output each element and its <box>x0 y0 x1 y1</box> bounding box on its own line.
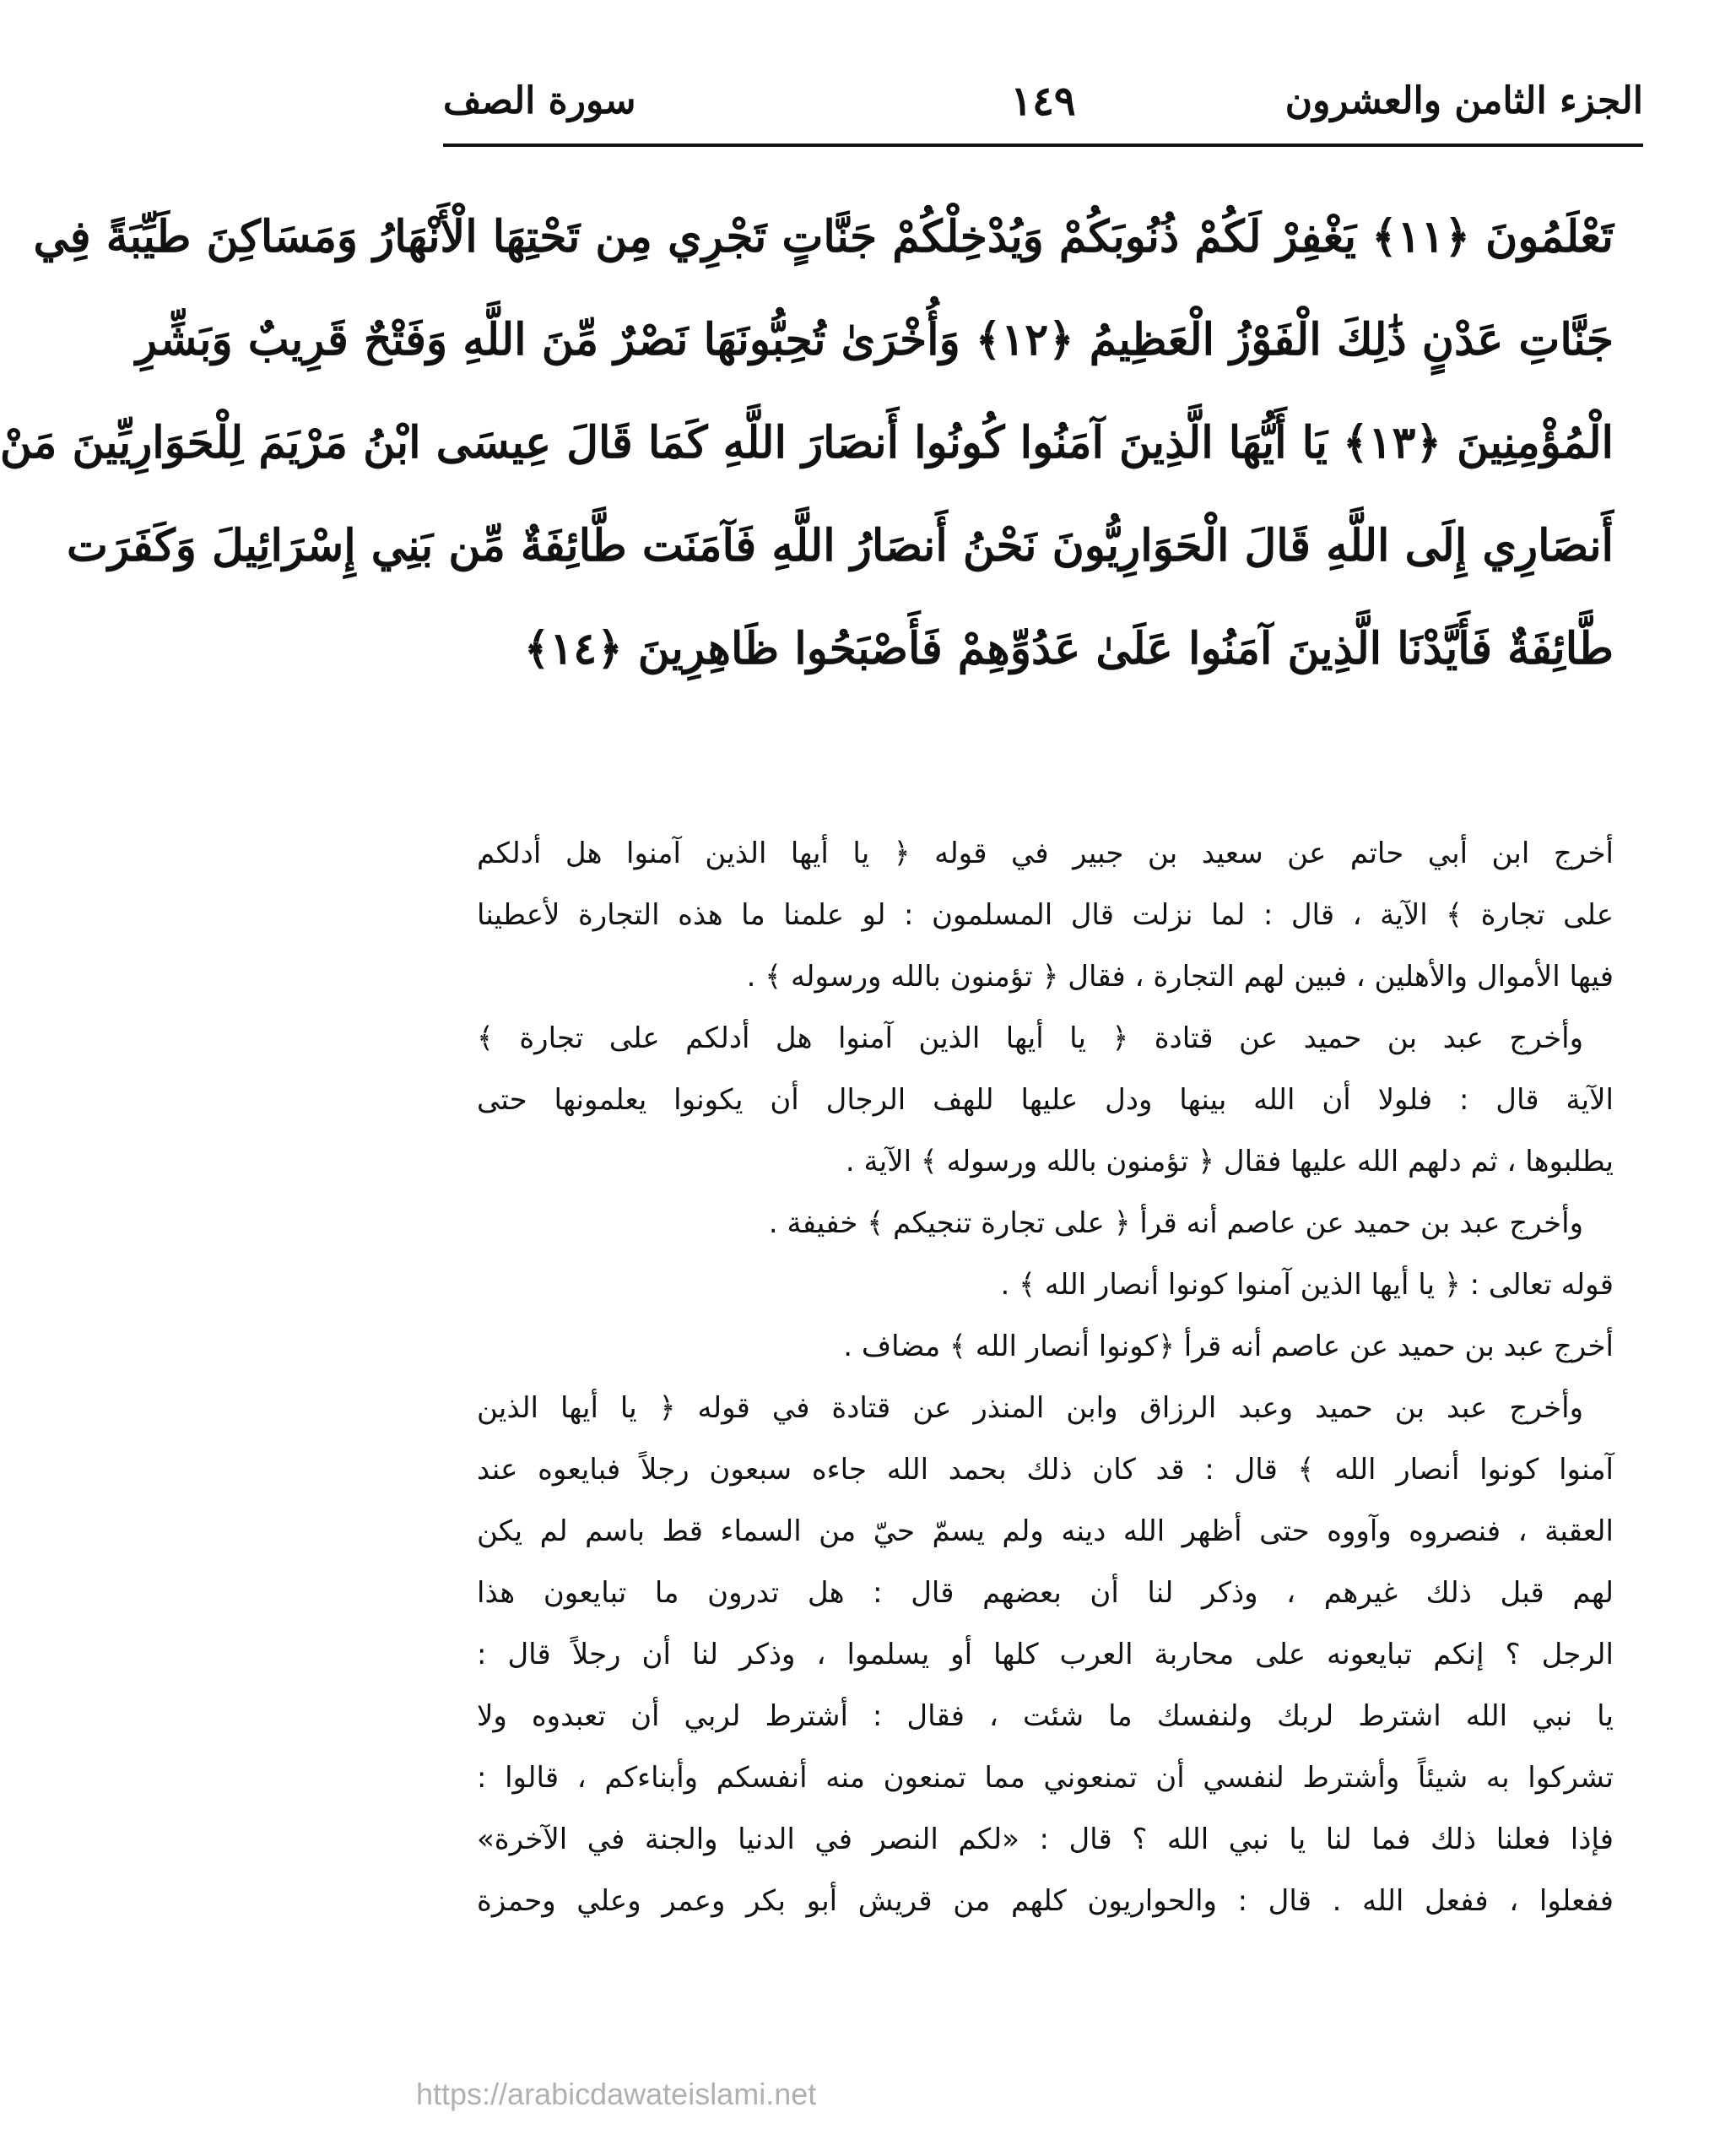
tafsir-line: على تجارة ﴾ الآية ، قال : لما نزلت قال المسلمون : لو علمنا ما هذه التجارة لأعطينا <box>477 898 1614 932</box>
tafsir-line: ففعلوا ، ففعل الله . قال : والحواريون كلهم من قريش أبو بكر وعمر وعلي وحمزة <box>477 1884 1614 1918</box>
quran-line: الْمُؤْمِنِينَ ﴿١٣﴾ يَا أَيُّهَا الَّذِينَ آمَنُوا كُونُوا أَنصَارَ اللَّهِ كَمَا قَالَ عِيسَى ابْنُ مَرْيَمَ لِلْحَوَارِيِّينَ مَنْ <box>0 417 1614 469</box>
tafsir-line: لهم قبل ذلك غيرهم ، وذكر لنا أن بعضهم قال : هل تدرون ما تبايعون هذا <box>477 1576 1614 1610</box>
juz-title: الجزء الثامن والعشرون <box>1284 79 1643 122</box>
tafsir-line: قوله تعالى : ﴿ يا أيها الذين آمنوا كونوا أنصار الله ﴾ . <box>1000 1268 1614 1302</box>
tafsir-line: وأخرج عبد بن حميد عن قتادة ﴿ يا أيها الذين آمنوا هل أدلكم على تجارة ﴾ <box>477 1021 1583 1055</box>
quran-line: طَّائِفَةٌ فَأَيَّدْنَا الَّذِينَ آمَنُوا عَلَىٰ عَدُوِّهِمْ فَأَصْبَحُوا ظَاهِرِينَ ﴿١٤﴾ <box>523 623 1614 674</box>
tafsir-text <box>477 823 1614 1932</box>
tafsir-line: يطلبوها ، ثم دلهم الله عليها فقال ﴿ تؤمنون بالله ورسوله ﴾ الآية . <box>845 1145 1614 1178</box>
tafsir-line: فإذا فعلنا ذلك فما لنا يا نبي الله ؟ قال : «لكم النصر في الدنيا والجنة في الآخرة» <box>477 1823 1614 1856</box>
tafsir-line: آمنوا كونوا أنصار الله ﴾ قال : قد كان ذلك بحمد الله جاءه سبعون رجلاً فبايعوه عند <box>477 1453 1614 1487</box>
source-watermark: https://arabicdawateislami.net <box>416 2077 817 2111</box>
tafsir-line: العقبة ، فنصروه وآووه حتى أظهر الله دينه ولم يسمّ حيّ من السماء قط باسم لم يكن <box>477 1514 1614 1548</box>
page-header <box>443 68 1643 135</box>
quran-line: أَنصَارِي إِلَى اللَّهِ قَالَ الْحَوَارِيُّونَ نَحْنُ أَنصَارُ اللَّهِ فَآمَنَت طَّائِفَةٌ مِّن بَنِي إِسْرَائِيلَ وَكَفَرَت <box>67 520 1614 571</box>
tafsir-line: الآية قال : فلولا أن الله بينها ودل عليها للهف الرجال أن يكونوا يعلمونها حتى <box>477 1083 1614 1117</box>
tafsir-line: أخرج ابن أبي حاتم عن سعيد بن جبير في قوله ﴿ يا أيها الذين آمنوا هل أدلكم <box>477 837 1614 870</box>
page-number: ١٤٩ <box>1010 78 1076 125</box>
tafsir-line: أخرج عبد بن حميد عن عاصم أنه قرأ ﴿كونوا أنصار الله ﴾ مضاف . <box>843 1330 1614 1363</box>
header-divider <box>443 144 1643 147</box>
surah-title: سورة الصف <box>443 79 636 122</box>
quran-line: تَعْلَمُونَ ﴿١١﴾ يَغْفِرْ لَكُمْ ذُنُوبَكُمْ وَيُدْخِلْكُمْ جَنَّاتٍ تَجْرِي مِن تَحْتِهَا الْأَنْهَارُ وَمَسَاكِنَ طَيِّبَةً فِي <box>33 211 1614 263</box>
tafsir-line: وأخرج عبد بن حميد وعبد الرزاق وابن المنذر عن قتادة في قوله ﴿ يا أيها الذين <box>477 1391 1583 1425</box>
tafsir-line: الرجل ؟ إنكم تبايعونه على محاربة العرب كلها أو يسلموا ، وذكر لنا أن رجلاً قال : <box>477 1638 1614 1671</box>
tafsir-line: وأخرج عبد بن حميد عن عاصم أنه قرأ ﴿ على تجارة تنجيكم ﴾ خفيفة . <box>768 1206 1583 1240</box>
tafsir-line: فيها الأموال والأهلين ، فبين لهم التجارة ، فقال ﴿ تؤمنون بالله ورسوله ﴾ . <box>746 960 1614 994</box>
tafsir-line: تشركوا به شيئاً وأشترط لنفسي أن تمنعوني مما تمنعون منه أنفسكم وأبناءكم ، قالوا : <box>477 1761 1614 1795</box>
quran-verses <box>0 186 1614 701</box>
tafsir-line: يا نبي الله اشترط لربك ولنفسك ما شئت ، فقال : أشترط لربي أن تعبدوه ولا <box>477 1699 1614 1733</box>
quran-line: جَنَّاتِ عَدْنٍ ذَٰلِكَ الْفَوْزُ الْعَظِيمُ ﴿١٢﴾ وَأُخْرَىٰ تُحِبُّونَهَا نَصْرٌ مِّنَ اللَّهِ وَفَتْحٌ قَرِيبٌ وَبَشِّرِ <box>135 314 1614 366</box>
